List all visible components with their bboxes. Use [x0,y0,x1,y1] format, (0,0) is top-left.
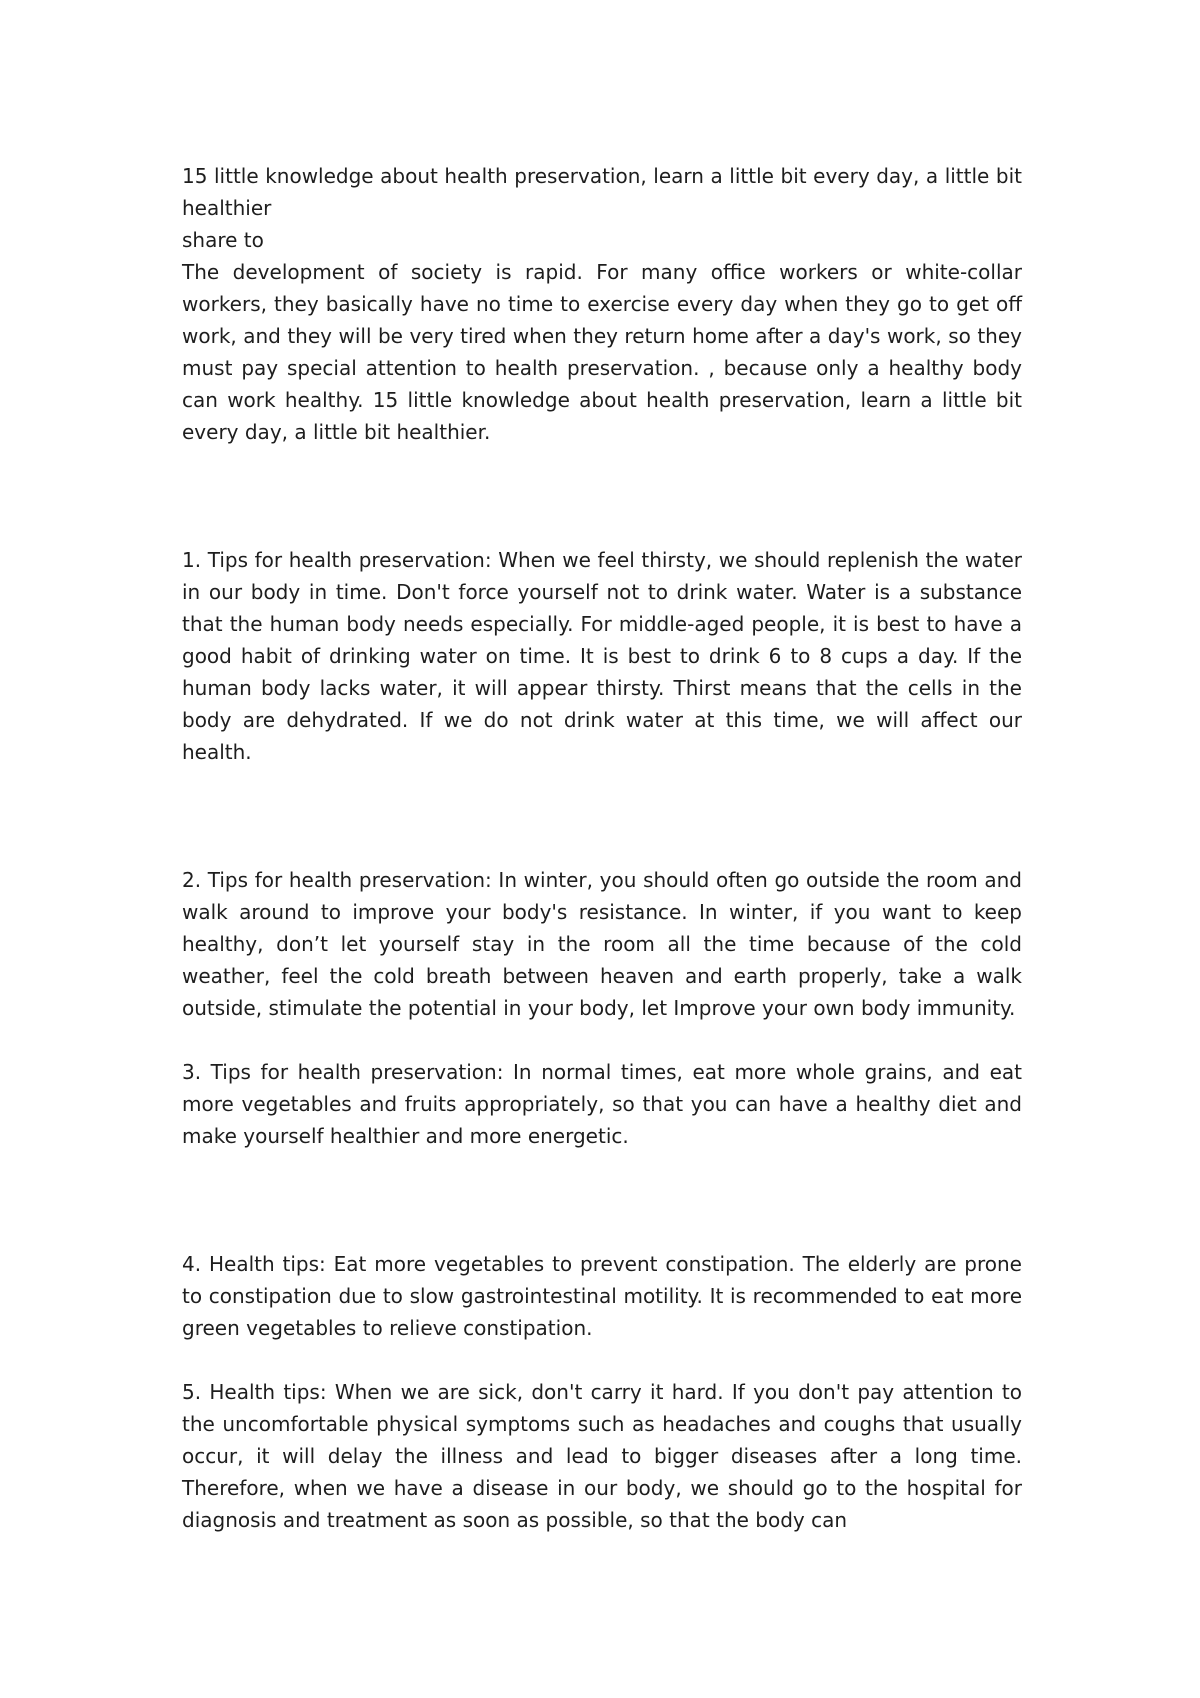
spacer [182,1152,1022,1248]
document-page [182,160,1022,1536]
tip-paragraph-4: 4. Health tips: Eat more vegetables to prevent constipation. The elderly are prone to constipation due to slow gastrointestinal motility. It is recommended to eat more green vegetables to relieve constipation. [182,1252,1022,1340]
spacer [182,448,1022,544]
tip-paragraph-5: 5. Health tips: When we are sick, don't carry it hard. If you don't pay attention to the uncomfortable physical symptoms such as headaches and coughs that usually occur, it will delay the illness and lead to bigger diseases after a long time. Therefore, when we have a disease in our body, we should go to the hospital for diagnosis and treatment as soon as possible, so that the body can [182,1380,1022,1532]
intro-paragraph: The development of society is rapid. For many office workers or white-collar workers, they basically have no time to exercise every day when they go to get off work, and they will be very tired when they return home after a day's work, so they must pay special attention to health preservation. , because only a healthy body can work healthy. 15 little knowledge about health preservation, learn a little bit every day, a little bit healthier. [182,260,1022,444]
share-label: share to [182,228,264,252]
spacer [182,1024,1022,1056]
tip-paragraph-2: 2. Tips for health preservation: In winter, you should often go outside the room and walk around to improve your body's resistance. In winter, if you want to keep healthy, don’t let yourself stay in the room all the time because of the cold weather, feel the cold breath between heaven and earth properly, take a walk outside, stimulate the potential in your body, let Improve your own body immunity. [182,868,1022,1020]
document-title: 15 little knowledge about health preservation, learn a little bit every day, a little bit healthier [182,164,1022,220]
tip-paragraph-3: 3. Tips for health preservation: In normal times, eat more whole grains, and eat more vegetables and fruits appropriately, so that you can have a healthy diet and make yourself healthier and more energetic. [182,1060,1022,1148]
tip-paragraph-1: 1. Tips for health preservation: When we feel thirsty, we should replenish the water in our body in time. Don't force yourself not to drink water. Water is a substance that the human body needs especially. For middle-aged people, it is best to have a good habit of drinking water on time. It is best to drink 6 to 8 cups a day. If the human body lacks water, it will appear thirsty. Thirst means that the cells in the body are dehydrated. If we do not drink water at this time, we will affect our health. [182,548,1022,764]
spacer [182,1344,1022,1376]
spacer [182,768,1022,864]
